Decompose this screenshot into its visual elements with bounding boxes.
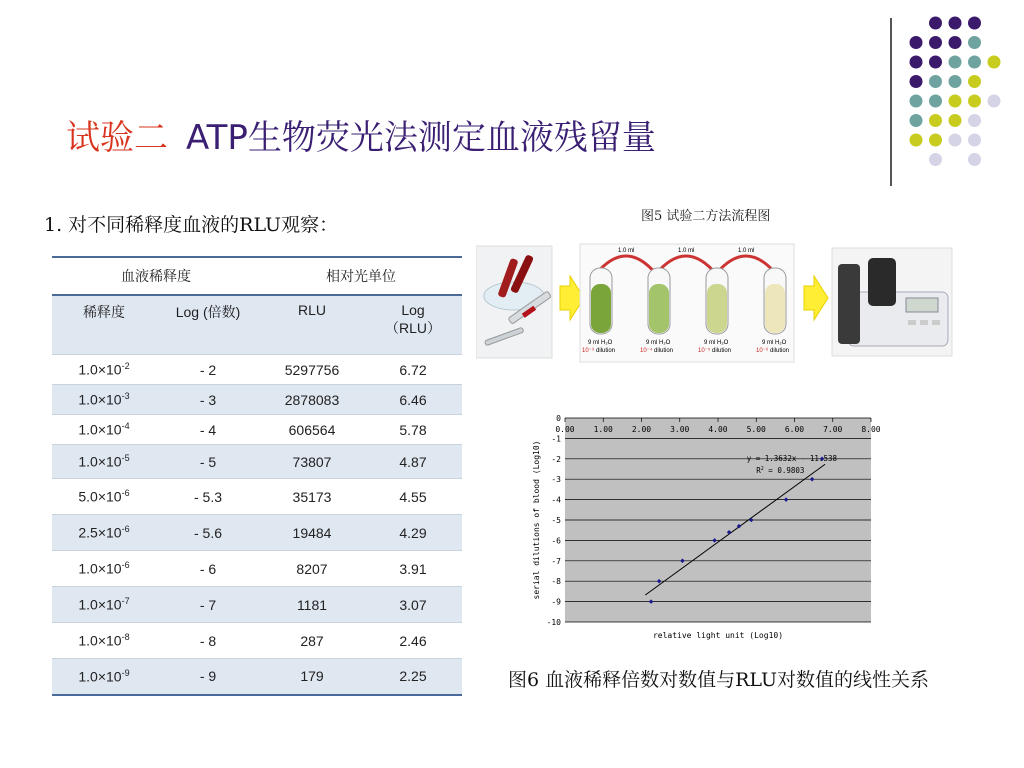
tube-liquid: [707, 284, 727, 333]
decorative-dot: [929, 153, 942, 166]
decorative-dot: [929, 75, 942, 88]
cell-dilution: [52, 659, 156, 695]
table-row: [52, 415, 462, 445]
dilution-exponent: -9: [121, 667, 130, 678]
tube-water-label: 9 ml H₂O: [704, 340, 729, 346]
blood-sample-photo: [476, 246, 552, 358]
decorative-dot: [949, 134, 962, 147]
cell-log-fold: - 4: [156, 415, 260, 445]
tube-water-label: 9 ml H₂O: [646, 340, 671, 346]
cell-dilution: [52, 623, 156, 659]
cell-log-fold: - 5: [156, 445, 260, 479]
col-header-log-rlu-line1: Log: [401, 302, 425, 318]
tube-liquid: [765, 284, 785, 333]
dilution-base: 1.0×10: [78, 391, 122, 408]
decorative-dot: [949, 17, 962, 30]
decorative-dot: [968, 56, 981, 69]
dilution-exponent: -4: [121, 421, 130, 432]
cell-log-fold: - 5.6: [156, 515, 260, 551]
tube-dilution-word: dilution: [770, 348, 790, 354]
decorative-dot: [988, 95, 1001, 108]
divider-line: [890, 18, 892, 186]
table-row: [52, 623, 462, 659]
cell-log-rlu: 3.07: [364, 587, 462, 623]
cell-rlu: 1181: [260, 587, 364, 623]
tube-liquid: [591, 284, 611, 333]
y-tick-label: -1: [551, 434, 561, 444]
cell-dilution: [52, 515, 156, 551]
cell-log-rlu: 4.55: [364, 479, 462, 515]
tube-dilution-word: dilution: [654, 348, 674, 354]
decorative-dot: [910, 134, 923, 147]
col-header-log-rlu-line2: （RLU）: [384, 320, 441, 336]
tube-dilution-factor: 10⁻⁵: [698, 348, 711, 354]
cell-rlu: 606564: [260, 415, 364, 445]
cell-rlu: 8207: [260, 551, 364, 587]
cell-rlu: 35173: [260, 479, 364, 515]
tube-dilution-word: dilution: [596, 348, 616, 354]
tube-dilution-factor: 10⁻⁴: [640, 348, 653, 354]
volume-label-2: 1.0 ml: [678, 248, 695, 254]
group-header-rlu: 相对光单位: [260, 257, 462, 295]
cell-log-rlu: 2.46: [364, 623, 462, 659]
method-flow-diagram: [476, 238, 956, 368]
cell-rlu: 19484: [260, 515, 364, 551]
cell-log-fold: - 3: [156, 385, 260, 415]
cell-dilution: [52, 551, 156, 587]
decorative-dot: [968, 95, 981, 108]
cell-log-rlu: 4.29: [364, 515, 462, 551]
cell-log-rlu: 6.72: [364, 355, 462, 385]
decorative-dot: [910, 114, 923, 127]
decorative-dot: [949, 114, 962, 127]
cell-rlu: 179: [260, 659, 364, 695]
dilution-base: 1.0×10: [78, 361, 122, 378]
decorative-dot: [968, 75, 981, 88]
x-tick-label: 4.00: [708, 425, 728, 434]
col-header-log-rlu: [364, 295, 462, 355]
decorative-dot: [929, 134, 942, 147]
tube-water-label: 9 ml H₂O: [588, 340, 613, 346]
dilution-base: 2.5×10: [78, 524, 122, 541]
decorative-dot: [988, 56, 1001, 69]
cell-dilution: [52, 355, 156, 385]
volume-label-3: 1.0 ml: [738, 248, 755, 254]
dilution-tubes-panel: [580, 244, 794, 362]
decorative-dot: [949, 75, 962, 88]
decorative-dot: [949, 36, 962, 49]
tube-liquid: [649, 284, 669, 333]
decorative-dot: [968, 36, 981, 49]
dilution-base: 1.0×10: [78, 632, 122, 649]
dilution-base: 1.0×10: [78, 596, 122, 613]
x-tick-label: 5.00: [746, 425, 766, 434]
col-header-rlu: RLU: [260, 295, 364, 355]
title-abbr: ATP: [186, 118, 248, 158]
decorative-dot: [910, 56, 923, 69]
rlu-table: [52, 256, 462, 696]
dilution-exponent: -3: [121, 391, 130, 402]
dilution-exponent: -2: [121, 361, 130, 372]
dilution-exponent: -6: [121, 560, 130, 571]
decorative-dot: [949, 56, 962, 69]
decorative-dot: [910, 95, 923, 108]
dilution-exponent: -5: [121, 453, 130, 464]
table-row: [52, 445, 462, 479]
y-tick-label: 0: [556, 414, 561, 423]
dilution-exponent: -7: [121, 596, 130, 607]
x-tick-label: 7.00: [823, 425, 843, 434]
decorative-dot-grid: [900, 10, 1024, 170]
decorative-dot: [929, 17, 942, 30]
decorative-dot: [968, 153, 981, 166]
decorative-dot: [929, 95, 942, 108]
x-tick-label: 0.00: [555, 425, 575, 434]
x-tick-label: 3.00: [670, 425, 690, 434]
cell-rlu: 2878083: [260, 385, 364, 415]
decorative-dot: [968, 114, 981, 127]
table-row: [52, 385, 462, 415]
y-tick-label: -6: [551, 536, 561, 546]
decorative-dot: [949, 95, 962, 108]
x-tick-label: 8.00: [861, 425, 881, 434]
group-header-dilution: 血液稀释度: [52, 257, 260, 295]
cell-log-fold: - 9: [156, 659, 260, 695]
table-row: [52, 659, 462, 695]
title-prefix: 试验二: [66, 118, 168, 158]
y-tick-label: -4: [551, 495, 561, 505]
dilution-exponent: -6: [121, 524, 130, 535]
dilution-exponent: -8: [121, 632, 130, 643]
table-row: [52, 587, 462, 623]
y-tick-label: -5: [551, 516, 561, 525]
cell-dilution: [52, 587, 156, 623]
r-squared-label: $R^2 = 0.9803$: [756, 466, 805, 476]
y-tick-label: -9: [551, 597, 561, 607]
dilution-base: 1.0×10: [78, 421, 122, 438]
cell-rlu: 5297756: [260, 355, 364, 385]
decorative-dot: [929, 56, 942, 69]
title-rest: 生物荧光法测定血液残留量: [247, 118, 656, 158]
tube-dilution-factor: 10⁻³: [582, 348, 594, 354]
dilution-base: 5.0×10: [78, 488, 122, 505]
x-tick-label: 1.00: [593, 425, 613, 434]
cell-log-fold: - 6: [156, 551, 260, 587]
page-title: [66, 110, 656, 159]
y-tick-label: -8: [551, 577, 561, 587]
table-row: [52, 479, 462, 515]
y-tick-label: -3: [551, 475, 561, 485]
table-row: [52, 515, 462, 551]
cell-rlu: 287: [260, 623, 364, 659]
y-tick-label: -2: [551, 454, 561, 464]
decorative-dot: [968, 134, 981, 147]
tube-water-label: 9 ml H₂O: [762, 340, 787, 346]
table-row: [52, 551, 462, 587]
section-subhead: 1. 对不同稀释度血液的RLU观察：: [44, 214, 339, 236]
cell-log-rlu: 4.87: [364, 445, 462, 479]
y-tick-label: -10: [546, 618, 561, 627]
x-axis-label: relative light unit (Log10): [652, 631, 784, 640]
x-tick-label: 2.00: [631, 425, 652, 434]
cell-log-rlu: 6.46: [364, 385, 462, 415]
cell-dilution: [52, 479, 156, 515]
trend-equation: y = 1.3632x - 11.538: [746, 453, 837, 463]
cell-dilution: [52, 415, 156, 445]
table-row: [52, 355, 462, 385]
cell-log-rlu: 5.78: [364, 415, 462, 445]
x-tick-label: 6.00: [784, 425, 805, 434]
cell-log-rlu: 3.91: [364, 551, 462, 587]
cell-dilution: [52, 385, 156, 415]
cell-log-rlu: 2.25: [364, 659, 462, 695]
dilution-base: 1.0×10: [78, 668, 122, 685]
decorative-dot: [968, 17, 981, 30]
cell-log-fold: - 8: [156, 623, 260, 659]
dilution-exponent: -6: [121, 488, 130, 499]
cell-rlu: 73807: [260, 445, 364, 479]
decorative-dot: [910, 75, 923, 88]
dilution-base: 1.0×10: [78, 560, 122, 577]
decorative-dot: [929, 36, 942, 49]
cell-log-fold: - 7: [156, 587, 260, 623]
cell-log-fold: - 2: [156, 355, 260, 385]
dilution-base: 1.0×10: [78, 453, 122, 470]
volume-label-1: 1.0 ml: [618, 248, 635, 254]
decorative-dot: [929, 114, 942, 127]
flow-arrow-2: [804, 276, 828, 320]
cell-dilution: [52, 445, 156, 479]
tube-dilution-word: dilution: [712, 348, 732, 354]
decorative-dot: [910, 36, 923, 49]
linear-relationship-chart: [527, 406, 887, 646]
tube-dilution-factor: 10⁻⁶: [756, 348, 769, 354]
figure5-caption: 图5 试验二方法流程图: [641, 209, 771, 224]
figure6-caption: 图6 血液稀释倍数对数值与RLU对数值的线性关系: [508, 669, 930, 691]
cell-log-fold: - 5.3: [156, 479, 260, 515]
y-axis-label: serial dilutions of blood (Log10): [532, 440, 541, 600]
col-header-dilution: 稀释度: [52, 295, 156, 355]
y-tick-label: -7: [551, 556, 561, 566]
col-header-log-fold: Log (倍数): [156, 295, 260, 355]
luminometer-photo: [832, 248, 952, 356]
